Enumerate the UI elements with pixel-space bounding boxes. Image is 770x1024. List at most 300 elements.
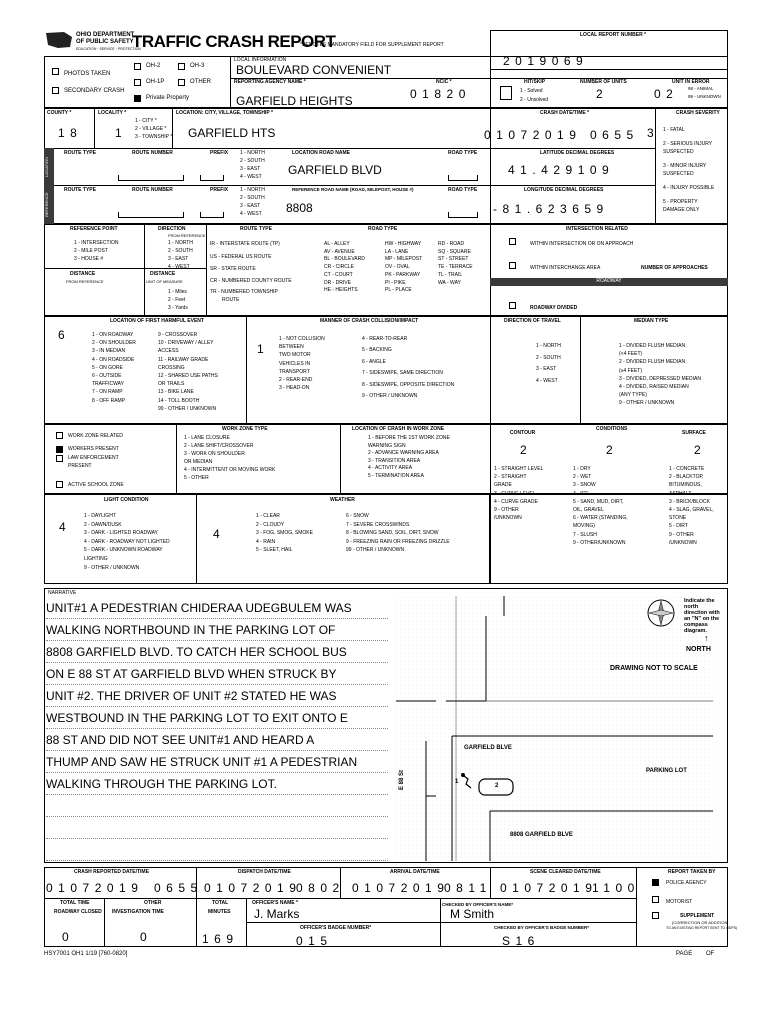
manner-opt-b-6: 9 - OTHER / UNKNOWN — [362, 393, 418, 399]
harmful-opt-b-4: 11 - RAILWAY GRADE — [158, 356, 209, 363]
wz-loc-opt-5: 4 - ACTIVITY AREA — [368, 465, 413, 472]
surface-opt-4: ASPHALT — [669, 490, 692, 497]
wz-location-label: LOCATION OF CRASH IN WORK ZONE — [352, 426, 445, 432]
photos-taken-checkbox[interactable] — [52, 68, 59, 75]
travel-opt-2: 2 - SOUTH — [536, 354, 561, 361]
crash-reported-label: CRASH REPORTED DATE/TIME — [74, 869, 149, 875]
dispatch-date[interactable]: 01072019 — [204, 881, 302, 895]
school-zone-label: ACTIVE SCHOOL ZONE — [68, 482, 124, 488]
rt-opt-sr: SR - STATE ROUTE — [210, 266, 256, 272]
motorist-checkbox[interactable] — [652, 896, 659, 903]
loc-dir-3: 3 - EAST — [240, 166, 261, 172]
workers-present-checkbox[interactable] — [56, 446, 63, 453]
rt-opt-us: US - FEDERAL US ROUTE — [210, 254, 272, 260]
ref-dir-3: 3 - EAST — [240, 203, 261, 209]
weather-opt-a-4: 4 - RAIN — [256, 538, 276, 545]
loc-road-name-label: LOCATION ROAD NAME — [292, 150, 350, 156]
locality-label: LOCALITY * — [98, 110, 127, 116]
ref-uom-2: 2 - Feet — [168, 297, 186, 303]
surface-opt-6: 4 - SLAG, GRAVEL, — [669, 507, 714, 513]
narrative-rule — [46, 750, 388, 751]
harmful-opt-b-2: 10 - DRIVEWAY / ALLEY — [158, 340, 214, 347]
median-opt-4: (≥4 FEET) — [619, 367, 643, 374]
manner-opt-a-7: 3 - HEAD-ON — [279, 385, 310, 392]
ref-prefix-label: PREFIX — [210, 187, 229, 193]
ref-opt-1: 1 - INTERSECTION — [74, 240, 119, 246]
roadtype-a-6: DR - DRIVE — [324, 279, 351, 286]
contour-opt-4: 3 - CURVE LEVEL — [494, 490, 536, 497]
crash-date-value[interactable]: 01072019 — [484, 128, 582, 142]
surface-opt-2: 2 - BLACKTOP, — [669, 474, 704, 481]
narrative-line: THUMP AND SAW HE STRUCK UNIT #1 A PEDESTRIAN — [46, 755, 358, 769]
loc-road-name-value[interactable]: GARFIELD BLVD — [288, 163, 382, 177]
condition-opt-2: 2 - WET — [573, 474, 592, 481]
ref-opt-3: 3 - HOUSE # — [74, 256, 104, 262]
condition-opt-1: 1 - DRY — [573, 466, 591, 472]
roadway-divided-checkbox[interactable] — [509, 302, 516, 309]
within-intersection-checkbox[interactable] — [509, 238, 516, 245]
roadtype-b-1: HW - HIGHWAY — [385, 241, 422, 247]
roadtype-b-7: PL - PLACE — [385, 287, 412, 294]
taken-by-label: REPORT TAKEN BY — [668, 869, 716, 875]
contour-value[interactable]: 2 — [520, 443, 527, 457]
harmful-opt-a-9: 8 - OFF RAMP — [92, 397, 126, 404]
weather-opt-b-1: 6 - SNOW — [346, 513, 369, 519]
officer-name-value[interactable]: J. Marks — [254, 907, 300, 921]
contour-label: CONTOUR — [510, 430, 536, 436]
roadtype-a-7: HE - HEIGHTS — [324, 287, 358, 294]
manner-opt-b-4: 7 - SIDESWIPE, SAME DIRECTION — [362, 370, 443, 377]
rt-opt-tr2: ROUTE — [222, 297, 240, 303]
wz-related-checkbox[interactable] — [56, 432, 63, 439]
narrative-line: 8808 GARFIELD BLVD. TO CATCH HER SCHOOL BUS — [46, 645, 347, 659]
ref-uom-label: UNIT OF MEASURE — [146, 279, 183, 284]
latitude-value[interactable]: 41.429109 — [508, 163, 615, 177]
checked-badge-value[interactable]: S16 — [502, 934, 540, 948]
surface-opt-9: 9 - OTHER — [669, 531, 694, 538]
num-approaches-label: NUMBER OF APPROACHES — [641, 265, 708, 271]
locality-value[interactable]: 1 — [115, 126, 122, 140]
surface-opt-1: 1 - CONCRETE — [669, 466, 705, 472]
local-info-label: LOCAL INFORMATION — [234, 57, 287, 63]
manner-value[interactable]: 1 — [257, 342, 264, 356]
wz-type-opt-1: 1 - LANE CLOSURE — [184, 435, 230, 441]
agency-name-label: REPORTING AGENCY NAME * — [234, 79, 306, 85]
private-property-label: Private Property — [146, 95, 190, 101]
surface-value[interactable]: 2 — [694, 443, 701, 457]
within-interchange-checkbox[interactable] — [509, 262, 516, 269]
crash-time-value[interactable]: 0655 — [590, 128, 639, 142]
surface-box — [490, 494, 728, 584]
crash-reported-time[interactable]: 0655 — [154, 881, 203, 895]
mandatory-note: *DENOTES MANDATORY FIELD FOR SUPPLEMENT REPORT — [300, 42, 444, 48]
diagram-unit2-label: 2 — [495, 783, 499, 789]
wz-loc-opt-6: 5 - TERMINATION AREA — [368, 473, 424, 479]
oh2-label: OH-2 — [146, 63, 161, 69]
other-report-checkbox[interactable] — [178, 79, 185, 86]
condition-opt-6: OIL, GRAVEL — [573, 507, 604, 513]
locality-opt-1: 1 - CITY * — [135, 118, 157, 124]
harmful-opt-a-7: TRAFFICWAY — [92, 381, 124, 388]
narrative-line: WALKING NORTHBOUND IN THE PARKING LOT OF — [46, 623, 336, 637]
north-arrow-icon: ↑ — [704, 633, 709, 643]
badge-value[interactable]: 015 — [296, 934, 333, 948]
condition-opt-3: 3 - SNOW — [573, 482, 596, 489]
units-value[interactable]: 2 — [596, 87, 603, 101]
ref-uom-3: 3 - Yards — [168, 305, 188, 311]
loc-dir-4: 4 - WEST — [240, 174, 262, 180]
ref-direction-sub: FROM REFERENCE — [168, 233, 206, 238]
oh3-checkbox[interactable] — [178, 63, 185, 70]
loc-dir-2: 2 - SOUTH — [240, 158, 265, 164]
contour-opt-6: 9 - OTHER — [494, 507, 519, 513]
median-opt-1: 1 - DIVIDED FLUSH MEDIAN — [619, 343, 686, 349]
within-interchange-label: WITHIN INTERCHANGE AREA — [530, 265, 601, 271]
crash-datetime-label: CRASH DATE/TIME * — [540, 110, 590, 116]
agency-line1: OHIO DEPARTMENT — [76, 32, 135, 38]
supplement-note: (CORRECTION OR ADDITION — [672, 920, 728, 925]
not-to-scale-label: DRAWING NOT TO SCALE — [610, 665, 698, 672]
crash-reported-date[interactable]: 01072019 — [46, 881, 144, 895]
ref-rt-label: ROUTE TYPE — [240, 226, 272, 232]
roadtype-b-2: LA - LANE — [385, 248, 409, 255]
narrative-rule — [46, 618, 388, 619]
narrative-line: UNIT#1 A PEDESTRIAN CHIDERAA UDEGBULEM WAS — [46, 601, 352, 615]
weather-opt-b-2: 7 - SEVERE CROSSWINDS — [346, 521, 410, 528]
ref-direction-2: 2 - SOUTH — [168, 248, 193, 254]
roadtype-b-4: OV - OVAL — [385, 264, 410, 271]
narrative-rule — [46, 816, 388, 817]
officer-name-label: OFFICER'S NAME * — [252, 900, 298, 906]
compass-icon[interactable] — [646, 598, 676, 633]
supplement-checkbox[interactable] — [652, 912, 659, 919]
longitude-label: LONGITUDE DECIMAL DEGREES — [524, 187, 604, 193]
harmful-event-label: LOCATION OF FIRST HARMFUL EVENT — [110, 318, 204, 324]
page-label: PAGE — [676, 951, 693, 957]
loc-dir-1: 1 - NORTH — [240, 150, 265, 156]
harmful-opt-a-4: 4 - ON ROADSIDE — [92, 356, 135, 363]
location-value[interactable]: GARFIELD HTS — [188, 126, 276, 140]
wz-type-opt-4: OR MEDIAN — [184, 459, 213, 465]
light-value[interactable]: 4 — [59, 520, 66, 534]
narrative-line: WALKING THROUGH THE PARKING LOT. — [46, 777, 277, 791]
hitskip-box[interactable] — [500, 86, 512, 100]
ref-distance-sub: FROM REFERENCE — [66, 279, 104, 284]
oh1p-checkbox[interactable] — [134, 79, 141, 86]
manner-opt-a-5: TRANSPORT — [279, 368, 310, 375]
roadtype-a-3: BL - BOULEVARD — [324, 256, 365, 263]
ref-dir-1: 1 - NORTH — [240, 187, 265, 193]
severity-opt-5b: DAMAGE ONLY — [663, 207, 700, 213]
severity-opt-2b: SUSPECTED — [663, 149, 694, 155]
wz-type-opt-3: 3 - WORK ON SHOULDER — [184, 451, 245, 457]
narrative-line: ON E 88 ST AT GARFIELD BLVD WHEN STRUCK BY — [46, 667, 337, 681]
of-label: OF — [706, 951, 715, 957]
narrative-rule — [46, 860, 388, 861]
oh1p-label: OH-1P — [146, 79, 165, 85]
law-enforcement-label: LAW ENFORCEMENT — [68, 455, 119, 461]
other-report-label: OTHER — [190, 79, 211, 85]
travel-direction-label: DIRECTION OF TRAVEL — [504, 318, 561, 324]
severity-opt-2: 2 - SERIOUS INJURY — [663, 141, 713, 147]
loc-prefix-label: PREFIX — [210, 150, 229, 156]
contour-opt-1: 1 - STRAIGHT LEVEL — [494, 466, 544, 472]
weather-label: WEATHER — [330, 497, 355, 503]
travel-opt-1: 1 - NORTH — [536, 343, 561, 349]
harmful-event-value[interactable]: 6 — [58, 328, 65, 342]
manner-label: MANNER OF CRASH COLLISION/IMPACT — [320, 318, 419, 324]
scene-cleared-date[interactable]: 01072019 — [500, 881, 598, 895]
rt-opt-ir: IR - INTERSTATE ROUTE (TP) — [210, 241, 280, 247]
weather-value[interactable]: 4 — [213, 527, 220, 541]
police-agency-label: POLICE AGENCY — [666, 880, 707, 886]
ref-direction-3: 3 - EAST — [168, 256, 189, 262]
harmful-opt-b-1: 9 - CROSSOVER — [158, 332, 198, 338]
location-label: LOCATION: CITY, VILLAGE, TOWNSHIP * — [176, 110, 273, 116]
side-reference-tab: REFERENCE — [44, 185, 54, 224]
unit-error-label: UNIT IN ERROR — [672, 79, 710, 85]
narrative-line: UNIT #2. THE DRIVER OF UNIT #2 STATED HE WAS — [46, 689, 337, 703]
median-opt-3: 2 - DIVIDED FLUSH MEDIAN — [619, 359, 686, 366]
contour-opt-3: GRADE — [494, 482, 512, 489]
manner-opt-a-4: VEHICLES IN — [279, 360, 311, 367]
local-report-label: LOCAL REPORT NUMBER * — [580, 32, 647, 38]
median-opt-2: (<4 FEET) — [619, 351, 643, 358]
ref-direction-1: 1 - NORTH — [168, 240, 193, 246]
ref-route-number-label: ROUTE NUMBER — [132, 187, 173, 193]
arrival-date[interactable]: 01072019 — [352, 881, 450, 895]
ref-distance2-label: DISTANCE — [150, 271, 176, 277]
wz-loc-opt-2: WARNING SIGN — [368, 442, 406, 449]
harmful-opt-a-2: 2 - ON SHOULDER — [92, 340, 136, 347]
ref-road-name-value[interactable]: 8808 — [286, 201, 313, 215]
unit-error-98: 98 - ANIMAL — [688, 86, 714, 91]
roadtype-c-6: WA - WAY — [438, 279, 461, 286]
narrative-rule — [46, 838, 388, 839]
within-intersection-label: WITHIN INTERSECTION OR ON APPROACH — [530, 241, 634, 247]
loc-route-number-label: ROUTE NUMBER — [132, 150, 173, 156]
hitskip-1: 1 - Solved — [520, 88, 543, 94]
intersection-related-label: INTERSECTION RELATED — [566, 226, 628, 232]
roadtype-b-3: MP - MILEPOST — [385, 256, 423, 263]
harmful-opt-b-10: 99 - OTHER / UNKNOWN — [158, 405, 217, 412]
roadway-bar: ROADWAY — [490, 278, 728, 286]
crash-diagram — [396, 596, 713, 861]
scene-cleared-label: SCENE CLEARED DATE/TIME — [530, 869, 601, 875]
contour-opt-2: 2 - STRAIGHT — [494, 474, 527, 481]
diagram-unit1-label: 1 — [455, 779, 459, 785]
wz-type-opt-5: 4 - INTERMITTENT OR MOVING WORK — [184, 467, 276, 473]
form-id: HSY7001 OH1 1/19 [760-0820] — [44, 951, 128, 957]
harmful-opt-b-9: 14 - TOLL BOOTH — [158, 397, 200, 404]
school-zone-checkbox[interactable] — [56, 481, 63, 488]
roadtype-c-2: SQ - SQUARE — [438, 248, 471, 255]
narrative-rule — [46, 772, 388, 773]
longitude-value[interactable]: -81.623659 — [493, 202, 609, 216]
roadtype-c-5: TL - TRAIL — [438, 271, 463, 278]
roadway-closed-value[interactable]: 0 — [62, 930, 69, 944]
wz-type-opt-6: 5 - OTHER — [184, 475, 209, 481]
wz-type-label: WORK ZONE TYPE — [222, 426, 268, 432]
private-property-checkbox[interactable] — [134, 95, 141, 102]
manner-opt-b-1: 4 - REAR-TO-REAR — [362, 336, 408, 342]
roadtype-c-3: ST - STREET — [438, 256, 469, 263]
surface-opt-8: 5 - DIRT — [669, 523, 688, 530]
ref-point-label: REFERENCE POINT — [70, 226, 118, 232]
law-enforcement-checkbox[interactable] — [56, 455, 63, 462]
severity-opt-3: 3 - MINOR INJURY — [663, 163, 707, 169]
diagram-garfield-label: GARFIELD BLVE — [464, 745, 512, 751]
narrative-rule — [46, 640, 388, 641]
rt-opt-tr: TR - NUMBERED TOWNSHIP — [210, 289, 278, 295]
side-location-tab: LOCATION — [44, 148, 54, 185]
unit-error-99: 99 - UNKNOWN — [688, 94, 721, 99]
weather-opt-b-5: 99 - OTHER / UNKNOWN — [346, 547, 405, 554]
travel-opt-3: 3 - EAST — [536, 366, 557, 373]
secondary-crash-label: SECONDARY CRASH — [64, 88, 125, 94]
harmful-opt-a-8: 7 - ON RAMP — [92, 389, 123, 396]
roadtype-a-1: AL - ALLEY — [324, 241, 350, 247]
wz-type-opt-2: 2 - LANE SHIFT/CROSSOVER — [184, 443, 254, 449]
contour-opt-7: /UNKNOWN — [494, 515, 522, 522]
roadtype-a-2: AV - AVENUE — [324, 248, 355, 255]
diagram-address-label: 8808 GARFIELD BLVE — [510, 832, 573, 838]
workers-present-label: WORKERS PRESENT — [68, 446, 119, 452]
median-opt-6: 4 - DIVIDED, RAISED MEDIAN — [619, 384, 689, 390]
diagram-north-label: NORTH — [686, 646, 711, 653]
harmful-opt-b-7: OR TRAILS — [158, 381, 185, 388]
light-opt-4: 4 - DARK - ROADWAY NOT LIGHTED — [84, 538, 170, 545]
harmful-opt-b-5: CROSSING — [158, 364, 185, 371]
contour-opt-5: 4 - CURVE GRADE — [494, 498, 538, 505]
light-opt-5: 5 - DARK - UNKNOWN ROADWAY — [84, 547, 163, 554]
locality-opt-2: 2 - VILLAGE * — [135, 126, 167, 132]
checked-name-value[interactable]: M Smith — [450, 907, 495, 921]
roadtype-c-1: RD - ROAD — [438, 241, 465, 247]
local-report-number[interactable]: 2019069 — [503, 54, 589, 68]
severity-opt-5: 5 - PROPERTY — [663, 199, 698, 205]
other-time-label: OTHER — [144, 900, 162, 906]
loc-route-type-label: ROUTE TYPE — [64, 150, 96, 156]
harmful-opt-b-8: 13 - BIKE LANE — [158, 389, 194, 396]
median-opt-7: (ANY TYPE) — [619, 392, 647, 399]
harmful-opt-a-3: 3 - IN MEDIAN — [92, 348, 126, 355]
light-opt-7: 9 - OTHER / UNKNOWN — [84, 564, 140, 571]
roadway-closed-label: ROADWAY CLOSED — [54, 909, 102, 915]
light-label: LIGHT CONDITION — [104, 497, 149, 503]
roadtype-b-6: PI - PIKE — [385, 279, 406, 286]
severity-label: CRASH SEVERITY — [676, 110, 720, 116]
roadtype-a-5: CT - COURT — [324, 271, 353, 278]
wz-loc-opt-4: 3 - TRANSITION AREA — [368, 457, 421, 464]
narrative-rule — [46, 794, 388, 795]
travel-opt-4: 4 - WEST — [536, 377, 558, 384]
narrative-rule — [46, 684, 388, 685]
surface-opt-10: /UNKNOWN — [669, 539, 697, 546]
checked-name-label: CHECKED BY OFFICER'S NAME* — [442, 902, 513, 907]
secondary-crash-checkbox[interactable] — [52, 87, 59, 94]
ref-opt-2: 2 - MILE POST — [74, 248, 108, 254]
manner-opt-b-2: 5 - BACKING — [362, 347, 392, 354]
agency-name-value[interactable]: GARFIELD HEIGHTS — [236, 94, 353, 108]
investigation-time-label: INVESTIGATION TIME — [112, 909, 164, 915]
diagram-e88-label: E 88 St — [399, 769, 405, 790]
local-info-value[interactable]: BOULEVARD CONVENIENT — [236, 63, 392, 77]
condition-opt-8: MOVING) — [573, 523, 595, 530]
unit-error-value[interactable]: 02 — [654, 87, 679, 101]
condition-opt-10: 9 - OTHER/UNKNOWN — [573, 539, 626, 546]
diagram-parking-label: PARKING LOT — [646, 768, 687, 774]
ref-road-name-label: REFERENCE ROAD NAME (ROAD, MILEPOST, HOUSE #) — [292, 187, 414, 192]
ref-road-type-label2: ROAD TYPE — [368, 226, 398, 232]
surface-opt-3: BITUMINOUS, — [669, 482, 702, 489]
ref-direction-label: DIRECTION — [158, 226, 186, 232]
arrival-label: ARRIVAL DATE/TIME — [390, 869, 440, 875]
hitskip-label: HIT/SKIP — [524, 79, 546, 85]
minutes-label: MINUTES — [208, 909, 231, 915]
ref-dir-2: 2 - SOUTH — [240, 195, 265, 201]
narrative-label: NARRATIVE — [48, 590, 77, 596]
conditions-value[interactable]: 2 — [606, 443, 613, 457]
oh2-checkbox[interactable] — [134, 63, 141, 70]
manner-opt-a-3: TWO MOTOR — [279, 352, 311, 359]
ref-road-type-label: ROAD TYPE — [448, 187, 478, 193]
county-label: COUNTY * — [47, 110, 72, 116]
condition-opt-4: 4 - ICE — [573, 490, 589, 497]
ref-uom-1: 1 - Miles — [168, 289, 187, 295]
wz-loc-opt-3: 2 - ADVANCE WARNING AREA — [368, 450, 439, 457]
investigation-time-value[interactable]: 0 — [140, 930, 147, 944]
manner-opt-b-5: 8 - SIDESWIPE, OPPOSITE DIRECTION — [362, 381, 455, 388]
latitude-label: LATITUDE DECIMAL DEGREES — [540, 150, 615, 156]
surface-label: SURFACE — [682, 430, 706, 436]
weather-opt-b-4: 9 - FREEZING RAIN OR FREEZING DRIZZLE — [346, 538, 450, 545]
compass-note: Indicate the north direction with an "N" on the compass diagram. — [684, 598, 720, 634]
light-opt-1: 1 - DAYLIGHT — [84, 513, 116, 519]
total-time-label: TOTAL TIME — [60, 900, 90, 906]
dispatch-time[interactable]: 0802 — [296, 881, 345, 895]
conditions-label: CONDITIONS — [596, 426, 628, 432]
hitskip-2: 2 - Unsolved — [520, 97, 549, 103]
arrival-time[interactable]: 0811 — [444, 881, 492, 895]
odps-logo — [44, 31, 74, 49]
scene-cleared-time[interactable]: 1100 — [592, 881, 640, 895]
severity-opt-3b: SUSPECTED — [663, 171, 694, 177]
oh3-label: OH-3 — [190, 63, 205, 69]
harmful-opt-a-6: 6 - OUTSIDE — [92, 373, 122, 379]
manner-opt-a-6: 2 - REAR-END — [279, 377, 313, 383]
ncic-value[interactable]: 01820 — [410, 87, 471, 101]
wz-loc-opt-1: 1 - BEFORE THE 1ST WORK ZONE — [368, 435, 450, 441]
narrative-line: WESTBOUND IN THE PARKING LOT TO EXIT ONTO E — [46, 711, 348, 725]
checked-badge-label: CHECKED BY OFFICER'S BADGE NUMBER* — [494, 925, 589, 930]
police-agency-checkbox[interactable] — [652, 879, 659, 886]
units-label: NUMBER OF UNITS — [580, 79, 627, 85]
narrative-rule — [46, 662, 388, 663]
locality-opt-3: 3 - TOWNSHIP * — [135, 134, 173, 140]
condition-opt-9: 7 - SLUSH — [573, 531, 597, 538]
minutes-value[interactable]: 169 — [202, 932, 239, 946]
severity-value[interactable]: 3 — [647, 126, 654, 140]
photos-taken-label: PHOTOS TAKEN — [64, 71, 111, 77]
ref-direction-4: 4 - WEST — [168, 264, 190, 270]
condition-opt-5: 5 - SAND, MUD, DIRT, — [573, 498, 624, 505]
weather-opt-a-2: 2 - CLOUDY — [256, 521, 285, 528]
harmful-opt-b-6: 12 - SHARED USE PATHS — [158, 373, 218, 379]
badge-label: OFFICER'S BADGE NUMBER* — [300, 925, 372, 931]
county-value[interactable]: 18 — [58, 126, 83, 140]
form-title: TRAFFIC CRASH REPORT — [132, 32, 336, 51]
